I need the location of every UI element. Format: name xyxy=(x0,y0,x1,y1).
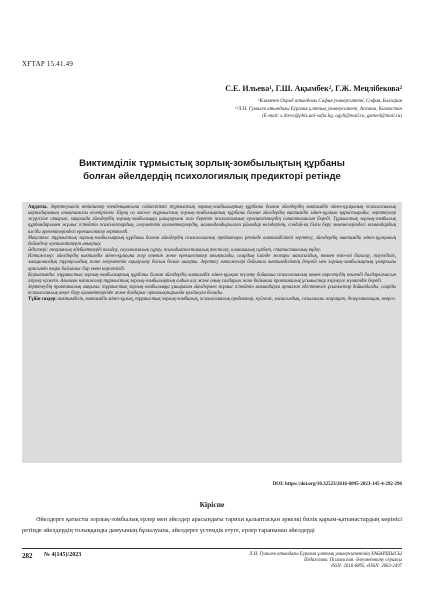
journal-info xyxy=(202,552,402,571)
introduction-paragraph: Әйелдерге қатысты зорлық-зомбылық ерлер мен әйелдер арасындағы тарихи қалыптасқан әркелкі билік қарым-қатынастардың көрінісі ретінде әйелдердің толыққанды дамуының бұзылуына, әйелдерге үстемдік етуге, ерлер тарапынан әйелдерді xyxy=(22,516,402,534)
section-heading-introduction: Кіріспе xyxy=(199,500,225,509)
abstract-box xyxy=(22,202,402,463)
issue-number: № 4(145)/2023 xyxy=(44,552,82,558)
keywords-label: Түйін сөздер: xyxy=(28,297,57,303)
abstract-conclusion: Қорытынды: тұрмыстық зорлық-зомбылықтың құрбаны болған әйелдердің виктимдік мінез-құлқын түзету бойынша психологиялық көмек көрсетудің кешенді бағдарламасын әзірлеу қажет. Алынған нәтижелер тұрмыстық зорлық-зомбылықтың алдын алу және оның салдарын жою бойынша практикалық ұсыныстар әзірлеуге мүмкіндік береді. xyxy=(28,272,396,284)
abstract-label: Аңдатпа. xyxy=(28,205,48,210)
affiliations xyxy=(102,98,402,121)
abstract-methods: Әдістері: теориялық әдебиеттерді талдау, сауалнамалық сұрау, психодиагностикалық тестілеу, клиникалық сұхбат, статистикалық өңдеу. xyxy=(28,248,321,254)
introduction-body xyxy=(22,515,402,536)
journal-series: Педагогика. Психология. Әлеуметтану сериясы xyxy=(304,558,402,564)
abstract-results: Нәтижелер: әйелдердің виктимдік мінез-құлқына әсер ететін жеке ерекшеліктер анықталды, олардың ішінде жоғары мазасыздық, төмен өзін-өзі бағалау, тәуелділік, эмоционалдық тұрақсыздық және әлеуметтік оқшаулану басым болып шықты. Зерттеу нәтижелері бойынша виктимділіктің деңгейі мен зорлық-зомбылықтың ұзақтығы арасында өзара байланыс бар екені көрсетілді. xyxy=(28,254,396,272)
affiliation-1: ¹Климент Охрид атындағы София университеті, София, Болгария xyxy=(257,99,402,104)
title-line-2: болған әйелдердің психологиялық предикторі ретінде xyxy=(83,170,341,182)
abstract-text: Зерттеушілік өтініштер тенденциясына сәйкестікті түрмыстық зорлық-зомбылықтың құрбаны болған әйелдердің виктимдік мінез-құлқының психологиялық ықпалдарының анықтамасы келтірілген. Бірақ ол мәселе тұрмыстық зорлық-зомбылықтың құрбаны болған әйелдердің виктимдік мінез-құлқын қарастырады, зерттеулер жүргізіле отырып, мақалада әйелдердің зорлық-зомбылыққа ұшырауына жол беретін психологиялық ерекшеліктердің сипаттамасын береді. Тұрмыстық зорлық-зомбылық құрбандарымен жұмыс істейтін психологтардың, әлеуметтік қызметкерлердің, мамандандырылған ұйымдар өкілдерінің, сондай-ақ білім беру мекемелеріндегі мамандардың кәсіби әрекеттеріндегі ерекшеліктер зерттелді. xyxy=(28,205,397,235)
affiliation-emails: (E-mail: s.ilieva@phls.uni-sofia.bg, agyli@mail.ru, gzmenl@mail.ru) xyxy=(262,114,402,119)
page-number: 282 xyxy=(22,552,33,560)
keywords-text: виктимділік, виктимдік мінез-құлық, тұрмыстық зорлық-зомбылық, психологиялық предиктор, күйзеліс, мазасыздық, созылмалы жарақат, дезорганизация, невроз. xyxy=(58,297,396,303)
abstract-significance: Зерттеудің практикалық маңызы: тұрмыстық зорлық-зомбылыққа ұшыраған әйелдермен жұмыс істейтін мамандарға арналған әдістемелік ұсыныстар дайындалды, оларды психологиялық кеңес беру қызметтерінде және дағдарыс орталықтарында қолдануға болады. xyxy=(28,285,396,297)
title-line-1: Виктимділік тұрмыстық зорлық-зомбылықтың құрбаны xyxy=(79,158,345,169)
footer-divider xyxy=(22,548,402,549)
journal-issn: ISSN: 2616-6895, eISSN: 2663-2497 xyxy=(331,564,402,570)
doi-link[interactable]: DOI: https://doi.org/10.32523/2616-6895-2023-145-4-292-296 xyxy=(272,482,402,487)
journal-name: Л.Н. Гумилев атындағы Еуразия ұлттық университетінің ХАБАРШЫСЫ xyxy=(249,552,402,557)
affiliation-2: ¹²Л.Н. Гумилев атындағы Еуразия ұлттық университеті, Астана, Казахстан xyxy=(235,106,402,112)
article-title xyxy=(22,158,402,183)
authors-line: С.Е. Ильева¹, Г.Ш. Ақымбек², Г.Ж. Меңлібекова² xyxy=(225,84,402,93)
abstract-paragraph xyxy=(28,205,396,236)
irsti-code: ХҒТАР 15.41.49 xyxy=(22,60,74,68)
keywords xyxy=(28,297,396,303)
abstract-aim: Мақсаты: тұрмыстық зорлық-зомбылықтың құрбаны болған әйелдердің психологиялық предикторы ретінде виктимділікті зерттеу, әйелдердің виктимдік мінез-құлқының бейімделу ерекшеліктерін анықтау. xyxy=(28,235,396,247)
